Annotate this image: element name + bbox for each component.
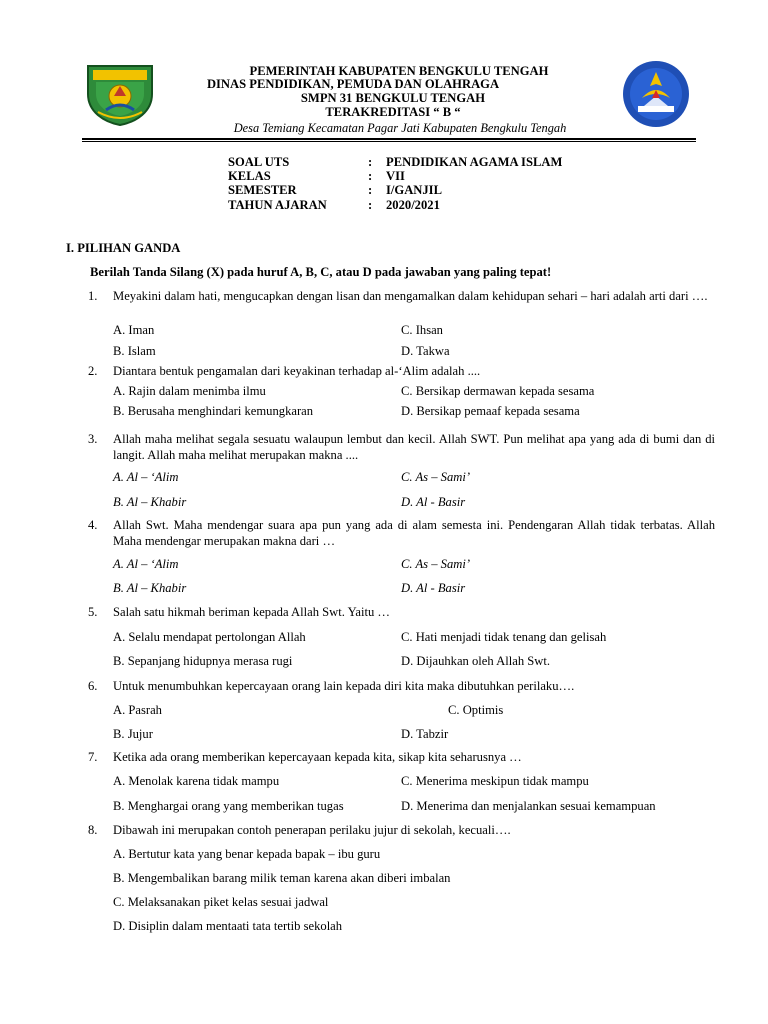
section-title: I. PILIHAN GANDA bbox=[66, 241, 181, 255]
option-c: C. As – Sami’ bbox=[401, 557, 471, 571]
question-text: Allah Swt. Maha mendengar suara apa pun yang ada di alam semesta ini. Pendengaran Allah tidak terbatas. Allah Maha mendengar merupakan makna dari … bbox=[113, 518, 715, 548]
info-value: VII bbox=[386, 169, 405, 184]
option-a: A. Menolak karena tidak mampu bbox=[113, 774, 280, 788]
option-c: C. Optimis bbox=[448, 703, 504, 717]
option-c: C. Bersikap dermawan kepada sesama bbox=[401, 384, 595, 398]
option-c: C. Ihsan bbox=[401, 323, 443, 337]
option-d: D. Disiplin dalam mentaati tata tertib sekolah bbox=[113, 919, 343, 933]
info-row bbox=[228, 155, 562, 169]
option-d: D. Takwa bbox=[401, 344, 450, 358]
info-colon: : bbox=[368, 155, 373, 169]
question-text: Meyakini dalam hati, mengucapkan dengan lisan dan mengamalkan dalam kehidupan sehari – hari adalah arti dari …. bbox=[113, 289, 708, 303]
letterhead-line-3: SMPN 31 BENGKULU TENGAH bbox=[300, 91, 486, 105]
option-d: D. Tabzir bbox=[401, 727, 449, 741]
option-c: C. Menerima meskipun tidak mampu bbox=[401, 774, 589, 788]
info-value: 2020/2021 bbox=[386, 197, 440, 212]
option-a: A. Selalu mendapat pertolongan Allah bbox=[113, 630, 306, 644]
question-number: 8. bbox=[88, 823, 98, 837]
info-row bbox=[228, 198, 562, 212]
option-b: B. Menghargai orang yang memberikan tugas bbox=[113, 799, 344, 813]
option-d: D. Bersikap pemaaf kepada sesama bbox=[401, 404, 580, 418]
option-c: C. Hati menjadi tidak tenang dan gelisah bbox=[401, 630, 607, 644]
option-c: C. Melaksanakan piket kelas sesuai jadwal bbox=[113, 895, 329, 909]
question-number: 7. bbox=[88, 750, 98, 764]
question-number: 1. bbox=[88, 289, 98, 303]
info-row bbox=[228, 169, 562, 183]
option-b: B. Al – Khabir bbox=[113, 495, 187, 509]
question-text: Dibawah ini merupakan contoh penerapan perilaku jujur di sekolah, kecuali…. bbox=[113, 823, 511, 837]
section-instruction: Berilah Tanda Silang (X) pada huruf A, B, C, atau D pada jawaban yang paling tepat! bbox=[90, 265, 552, 279]
exam-info bbox=[228, 155, 562, 212]
info-colon: : bbox=[368, 197, 373, 212]
option-a: A. Rajin dalam menimba ilmu bbox=[113, 384, 266, 398]
letterhead-line-4: TERAKREDITASI “ B “ bbox=[325, 105, 461, 119]
tut-wuri-handayani-logo-icon bbox=[622, 60, 690, 128]
info-colon: : bbox=[368, 183, 373, 198]
info-value: PENDIDIKAN AGAMA ISLAM bbox=[386, 155, 563, 169]
option-d: D. Al - Basir bbox=[401, 581, 466, 595]
question-number: 4. bbox=[88, 518, 98, 532]
info-colon: : bbox=[368, 169, 373, 184]
letterhead-rule-thick bbox=[82, 138, 696, 140]
option-b: B. Al – Khabir bbox=[113, 581, 187, 595]
option-d: D. Al - Basir bbox=[401, 495, 466, 509]
question-number: 6. bbox=[88, 679, 98, 693]
question-text: Salah satu hikmah beriman kepada Allah Swt. Yaitu … bbox=[113, 605, 391, 619]
letterhead-line-1: PEMERINTAH KABUPATEN BENGKULU TENGAH bbox=[249, 64, 549, 78]
option-b: B. Mengembalikan barang milik teman karena akan diberi imbalan bbox=[113, 871, 451, 885]
option-a: A. Pasrah bbox=[113, 703, 162, 717]
letterhead-rule-thin bbox=[82, 141, 696, 142]
question-text: Ketika ada orang memberikan kepercayaan kepada kita, sikap kita seharusnya … bbox=[113, 750, 522, 764]
option-b: B. Jujur bbox=[113, 727, 153, 741]
option-d: D. Menerima dan menjalankan sesuai kemampuan bbox=[401, 799, 656, 813]
option-c: C. As – Sami’ bbox=[401, 470, 471, 484]
info-label: KELAS bbox=[228, 169, 271, 184]
option-a: A. Bertutur kata yang benar kepada bapak – ibu guru bbox=[113, 847, 381, 861]
option-d: D. Dijauhkan oleh Allah Swt. bbox=[401, 654, 551, 668]
option-b: B. Berusaha menghindari kemungkaran bbox=[113, 404, 314, 418]
question-number: 3. bbox=[88, 432, 98, 446]
info-label: TAHUN AJARAN bbox=[228, 197, 327, 212]
info-label: SOAL UTS bbox=[228, 155, 290, 169]
info-label: SEMESTER bbox=[228, 183, 297, 198]
option-b: B. Sepanjang hidupnya merasa rugi bbox=[113, 654, 293, 668]
letterhead-address: Desa Temiang Kecamatan Pagar Jati Kabupaten Bengkulu Tengah bbox=[233, 121, 567, 135]
question-number: 2. bbox=[88, 364, 98, 378]
question-number: 5. bbox=[88, 605, 98, 619]
option-a: A. Al – ‘Alim bbox=[113, 470, 179, 484]
question-text: Untuk menumbuhkan kepercayaan orang lain kepada diri kita maka dibutuhkan perilaku…. bbox=[113, 679, 575, 693]
info-row bbox=[228, 183, 562, 197]
regency-emblem-icon bbox=[84, 60, 156, 126]
option-b: B. Islam bbox=[113, 344, 156, 358]
letterhead-line-2: DINAS PENDIDIKAN, PEMUDA DAN OLAHRAGA bbox=[206, 77, 500, 91]
option-a: A. Iman bbox=[113, 323, 155, 337]
question-text: Diantara bentuk pengamalan dari keyakinan terhadap al-‘Alim adalah .... bbox=[113, 364, 481, 378]
question-text: Allah maha melihat segala sesuatu walaupun lembut dan kecil. Allah SWT. Pun melihat apa yang ada di bumi dan di langit. Allah maha melihat merupakan makna .... bbox=[113, 432, 715, 462]
option-a: A. Al – ‘Alim bbox=[113, 557, 179, 571]
info-value: I/GANJIL bbox=[386, 183, 442, 198]
